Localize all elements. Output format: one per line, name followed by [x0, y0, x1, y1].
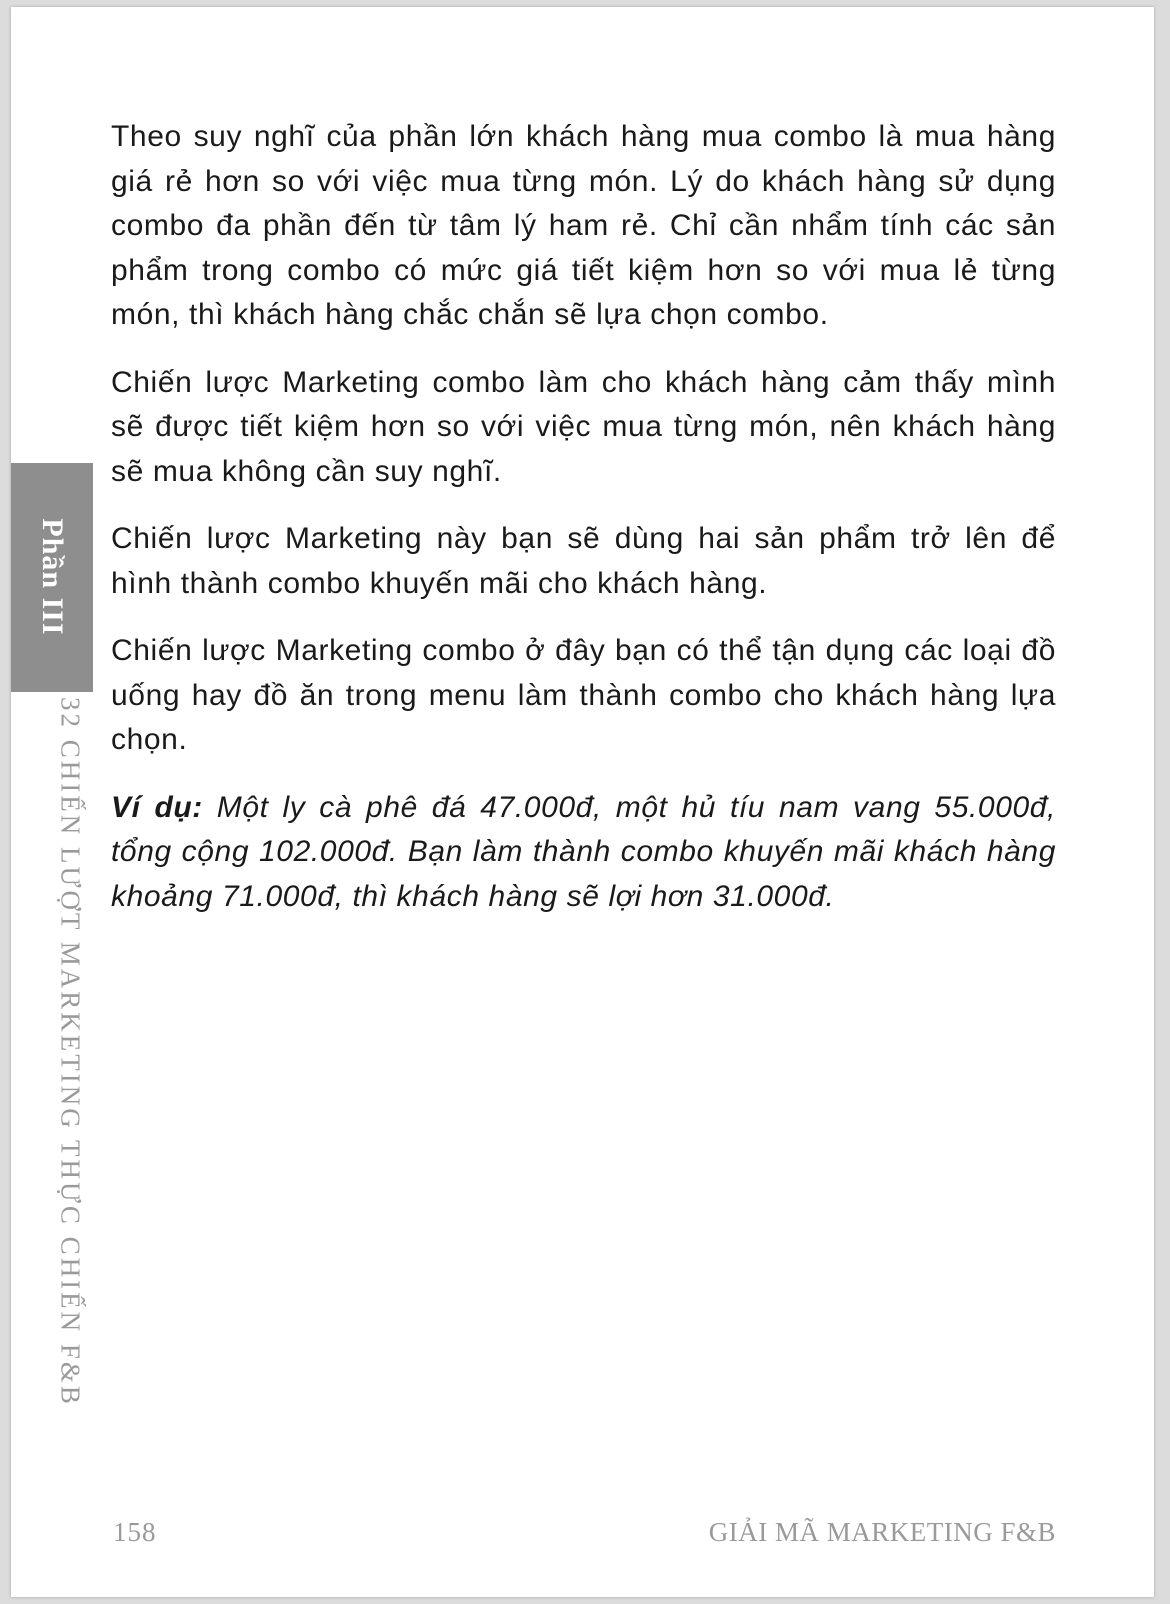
paragraph-3: Chiến lược Marketing này bạn sẽ dùng hai sản phẩm trở lên để hình thành combo khuyến mãi cho khách hàng. [111, 522, 1056, 600]
page-number: 158 [113, 1517, 157, 1547]
page-content [111, 115, 1056, 942]
section-tab-label: Phần III [36, 518, 69, 636]
example-paragraph [111, 786, 1056, 920]
example-label: Ví dụ: [111, 790, 203, 824]
book-page [11, 7, 1154, 1597]
paragraph-1: Theo suy nghĩ của phần lớn khách hàng mua combo là mua hàng giá rẻ hơn so với việc mua từng món. Lý do khách hàng sử dụng combo đa phần đến từ tâm lý ham rẻ. Chỉ cần nhẩm tính các sản phẩm trong combo có mức giá tiết kiệm hơn so với mua lẻ từng món, thì khách hàng chắc chắn sẽ lựa chọn combo. [111, 120, 1056, 331]
section-tab [11, 463, 93, 692]
paragraph-2: Chiến lược Marketing combo làm cho khách hàng cảm thấy mình sẽ được tiết kiệm hơn so với việc mua từng món, nên khách hàng sẽ mua không cần suy nghĩ. [111, 365, 1056, 488]
paragraph-4: Chiến lược Marketing combo ở đây bạn có thể tận dụng các loại đồ uống hay đồ ăn trong menu làm thành combo cho khách hàng lựa chọn. [111, 634, 1056, 756]
example-text: Một ly cà phê đá 47.000đ, một hủ tíu nam vang 55.000đ, tổng cộng 102.000đ. Bạn làm thành combo khuyến mãi khách hàng khoảng 71.000đ, thì khách hàng sẽ lợi hơn 31.000đ. [111, 790, 1056, 913]
running-side-title: 32 CHIẾN LƯỢT MARKETING THỰC CHIẾN F&B [55, 697, 86, 1407]
book-title: GIẢI MÃ MARKETING F&B [708, 1517, 1056, 1547]
